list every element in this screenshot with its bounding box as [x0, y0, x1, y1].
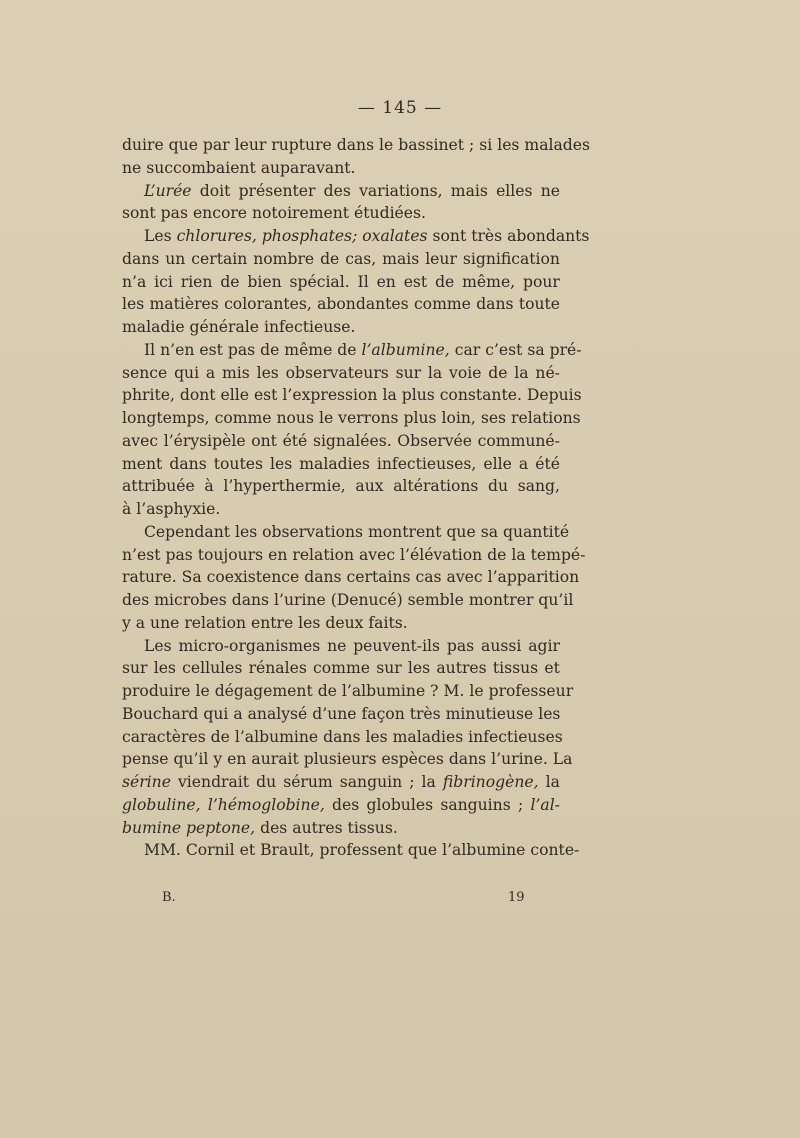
- text-line: L’urée doit présenter des variations, mais elles ne: [144, 181, 560, 200]
- page-number: — 145 —: [357, 98, 443, 118]
- text-line: Il n’en est pas de même de l’albumine, car c’est sa pré-: [144, 340, 582, 359]
- text-line: bumine peptone, des autres tissus.: [122, 818, 398, 837]
- text-line: y a une relation entre les deux faits.: [122, 613, 408, 632]
- text-line: avec l’érysipèle ont été signalées. Observée communé-: [122, 431, 560, 450]
- text-line: n’a ici rien de bien spécial. Il en est de même, pour: [122, 272, 560, 291]
- text-line: maladie générale infectieuse.: [122, 318, 356, 336]
- text-line: ne succombaient auparavant.: [122, 158, 356, 177]
- text-line: caractères de l’albumine dans les maladies infectieuses: [122, 727, 563, 746]
- text-line: sérine viendrait du sérum sanguin ; la fibrinogène, la: [122, 773, 560, 791]
- text-line: phrite, dont elle est l’expression la plus constante. Depuis: [122, 386, 582, 405]
- sheet-number: 19: [508, 890, 525, 905]
- text-line: longtemps, comme nous le verrons plus loin, ses relations: [122, 409, 581, 427]
- text-line: Les chlorures, phosphates; oxalates sont très abondants: [144, 227, 590, 245]
- text-line: à l’asphyxie.: [122, 500, 221, 518]
- text-line: sur les cellules rénales comme sur les autres tissus et: [122, 659, 560, 678]
- text-line: MM. Cornil et Brault, professent que l’albumine conte-: [144, 841, 580, 860]
- text-line: pense qu’il y en aurait plusieurs espèces dans l’urine. La: [122, 750, 573, 769]
- text-line: dans un certain nombre de cas, mais leur signification: [122, 249, 560, 268]
- text-line: Cependant les observations montrent que sa quantité: [144, 522, 570, 541]
- text-line: des microbes dans l’urine (Denucé) semble montrer qu’il: [122, 591, 574, 609]
- body-text: [122, 134, 590, 862]
- text-line: produire le dégagement de l’albumine ? M. le professeur: [122, 682, 574, 700]
- text-line: sence qui a mis les observateurs sur la voie de la né-: [122, 363, 560, 382]
- text-line: attribuée à l’hyperthermie, aux altérations du sang,: [122, 477, 561, 496]
- text-line: sont pas encore notoirement étudiées.: [122, 204, 426, 223]
- text-line: ment dans toutes les maladies infectieuses, elle a été: [122, 454, 560, 473]
- text-line: duire que par leur rupture dans le bassinet ; si les malades: [122, 136, 590, 154]
- text-line: Les micro-organismes ne peuvent-ils pas aussi agir: [144, 636, 560, 655]
- text-line: rature. Sa coexistence dans certains cas avec l’apparition: [122, 568, 580, 587]
- text-line: Bouchard qui a analysé d’une façon très minutieuse les: [122, 704, 561, 723]
- text-line: les matières colorantes, abondantes comme dans toute: [122, 295, 561, 314]
- text-line: n’est pas toujours en relation avec l’élévation de la tempé-: [122, 545, 586, 564]
- signature-mark: B.: [162, 890, 176, 905]
- text-line: globuline, l’hémoglobine, des globules sanguins ; l’al-: [122, 795, 560, 814]
